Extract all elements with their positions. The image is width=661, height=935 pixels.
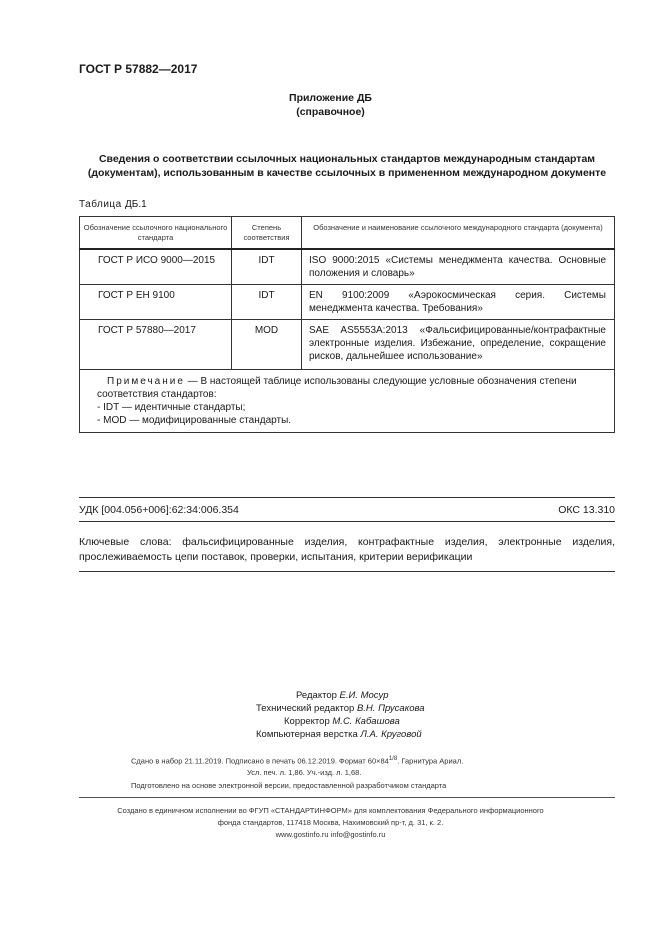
table-row xyxy=(80,285,615,320)
credit-editor xyxy=(296,689,388,702)
header-degree: Степень соответствия xyxy=(232,217,302,250)
credit-name: Е.И. Мосур xyxy=(339,690,389,701)
credit-name: В.Н. Прусакова xyxy=(356,703,425,714)
credit-name: Л.А. Круговой xyxy=(360,729,422,740)
note-item: - MOD — модифицированные стандарты. xyxy=(97,415,292,426)
udk-code: УДК [004.056+006]:62:34:006.354 xyxy=(79,504,239,516)
table-caption xyxy=(79,199,147,210)
imprint-line-2: Усл. печ. л. 1,86. Уч.-изд. л. 1,68. xyxy=(247,768,362,777)
publisher-line-3: www.gostinfo.ru info@gostinfo.ru xyxy=(275,830,386,839)
credit-role: Компьютерная верстка xyxy=(256,729,358,740)
cell-national: ГОСТ Р ИСО 9000—2015 xyxy=(80,249,232,285)
note-text xyxy=(87,375,606,401)
table-note-row xyxy=(80,370,615,433)
correspondence-table xyxy=(79,216,615,433)
credit-name: М.С. Кабашова xyxy=(332,716,400,727)
table-row xyxy=(80,320,615,370)
divider-publisher xyxy=(79,797,615,798)
imprint-text: Сдано в набор 21.11.2019. Подписано в печать 06.12.2019. Формат 60×84 xyxy=(131,756,389,766)
cell-degree: IDT xyxy=(232,285,302,320)
credit-role: Корректор xyxy=(284,716,330,727)
publisher-line-1: Создано в единичном исполнении во ФГУП «СТАНДАРТИНФОРМ» для комплектования Федерального информационного xyxy=(117,806,544,815)
oks-code: ОКС 13.310 xyxy=(558,504,615,516)
note-head: Примечание xyxy=(107,376,185,387)
appendix-heading xyxy=(0,91,661,119)
cell-national: ГОСТ Р ЕН 9100 xyxy=(80,285,232,320)
divider-udk xyxy=(79,521,615,522)
imprint-text: . Гарнитура Ариал. xyxy=(397,756,464,766)
credit-role: Технический редактор xyxy=(256,703,355,714)
header-international: Обозначение и наименование ссылочного международного стандарта (документа) xyxy=(302,217,615,250)
table-note xyxy=(80,370,615,433)
document-code: ГОСТ Р 57882—2017 xyxy=(79,62,198,76)
table-caption-number: ДБ.1 xyxy=(125,199,147,210)
imprint-line-3: Подготовлено на основе электронной версии, предоставленной разработчиком стандарта xyxy=(131,781,447,790)
table-header-row xyxy=(80,217,615,250)
table-caption-label: Таблица xyxy=(79,199,122,210)
note-item: - IDT — идентичные стандарты; xyxy=(97,402,246,413)
publisher-line-2: фонда стандартов, 117418 Москва, Нахимовский пр-т, д. 31, к. 2. xyxy=(217,818,444,827)
appendix-title: Приложение ДБ xyxy=(289,92,372,104)
credit-role: Редактор xyxy=(296,690,337,701)
divider-keywords xyxy=(79,571,615,572)
divider-top xyxy=(79,497,615,498)
header-national: Обозначение ссылочного национального стандарта xyxy=(80,217,232,250)
cell-degree: IDT xyxy=(232,249,302,285)
note-body: — В настоящей таблице использованы следующие условные обозначения степени соответствия стандартов: xyxy=(97,376,577,400)
cell-international: EN 9100:2009 «Аэрокосмическая серия. Системы менеджмента качества. Требования» xyxy=(302,285,615,320)
appendix-subtitle: (справочное) xyxy=(296,106,365,118)
credit-tech-editor xyxy=(256,702,425,715)
format-fraction: 1/8 xyxy=(388,756,398,762)
cell-degree: MOD xyxy=(232,320,302,370)
cell-international: SAE AS5553A:2013 «Фальсифицированные/контрафактные электронные изделия. Избежание, определение, сокращение рисков, дальнейшее использование» xyxy=(302,320,615,370)
credit-proofreader xyxy=(284,715,400,728)
cell-international: ISO 9000:2015 «Системы менеджмента качества. Основные положения и словарь» xyxy=(302,249,615,285)
section-title: Сведения о соответствии ссылочных национальных стандартов международным стандартам (документам), использованным в качестве ссылочных в примененном международном документе xyxy=(87,153,607,179)
keywords: Ключевые слова: фальсифицированные изделия, контрафактные изделия, электронные изделия, прослеживаемость цепи поставок, проверки, испытания, критерии верификации xyxy=(79,536,615,563)
table-row xyxy=(80,249,615,285)
cell-national: ГОСТ Р 57880—2017 xyxy=(80,320,232,370)
credit-layout xyxy=(256,728,422,741)
publisher-block xyxy=(0,805,661,841)
